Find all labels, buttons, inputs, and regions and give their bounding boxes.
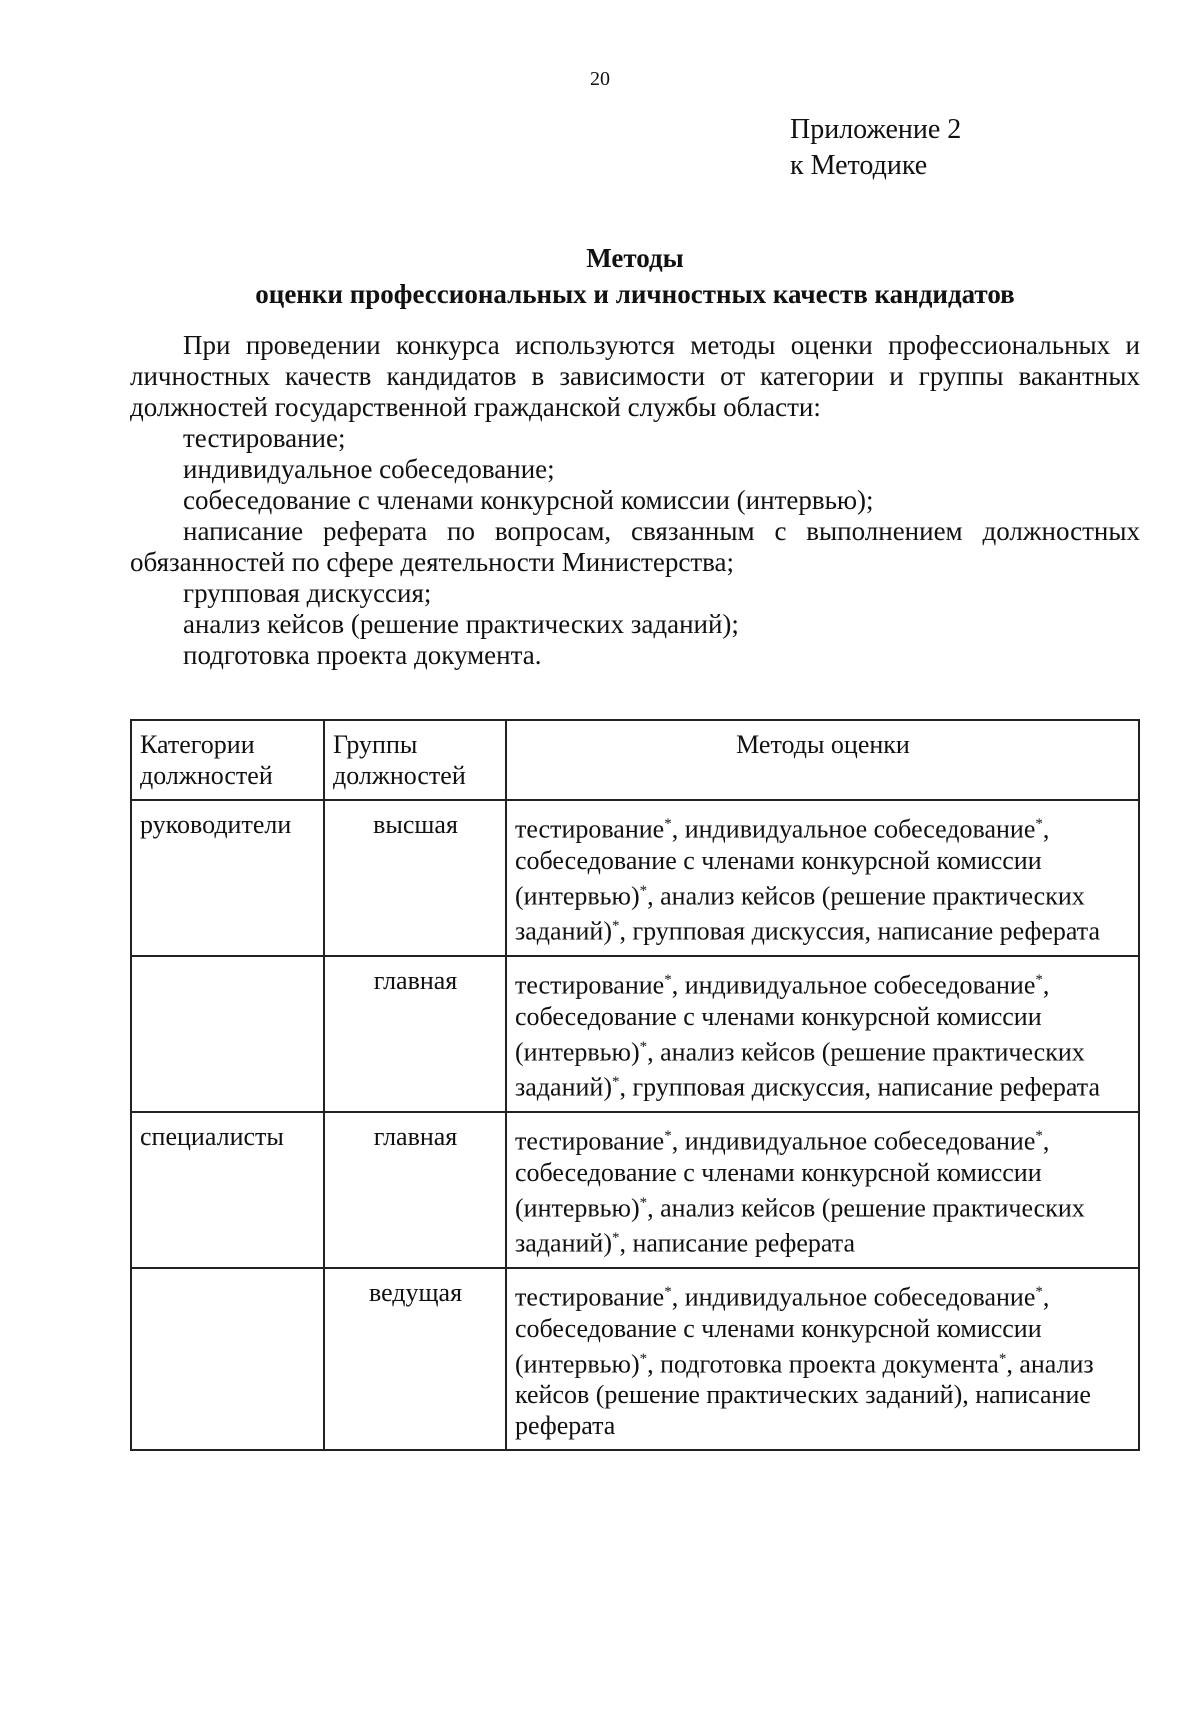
- appendix-reference: [790, 112, 961, 184]
- method-item: групповая дискуссия;: [183, 578, 432, 608]
- category-cell: [131, 1268, 324, 1450]
- method-item: написание реферата по вопросам, связанным с выполнением должностных обязанностей по сфере деятельности Министерства;: [130, 516, 1140, 577]
- method-item: собеседование с членами конкурсной комиссии (интервью);: [183, 485, 874, 515]
- group-cell: ведущая: [324, 1268, 506, 1450]
- group-cell: главная: [324, 1112, 506, 1268]
- group-cell: главная: [324, 956, 506, 1112]
- methods-cell: тестирование*, индивидуальное собеседование*, собеседование с членами конкурсной комиссии (интервью)*, анализ кейсов (решение практических заданий)*, написание реферата: [506, 1112, 1139, 1268]
- title-line-1: Методы: [586, 243, 684, 273]
- methods-table: [130, 719, 1140, 1451]
- appendix-line-2: к Методике: [790, 150, 928, 181]
- document-title: [130, 240, 1140, 312]
- table-row: [131, 1112, 1139, 1268]
- page-number: 20: [590, 68, 610, 90]
- appendix-line-1: Приложение 2: [790, 114, 962, 145]
- table-row: [131, 956, 1139, 1112]
- table-row: [131, 1268, 1139, 1450]
- methods-cell: тестирование*, индивидуальное собеседование*, собеседование с членами конкурсной комиссии (интервью)*, подготовка проекта документа*, анализ кейсов (решение практических заданий), написание реферата: [506, 1268, 1139, 1450]
- title-line-2: оценки профессиональных и личностных качеств кандидатов: [255, 279, 1015, 309]
- table-header-row: [131, 720, 1139, 800]
- body-text: [130, 330, 1140, 671]
- header-groups: Группы должностей: [324, 720, 506, 800]
- method-item: индивидуальное собеседование;: [183, 454, 555, 484]
- table-row: [131, 800, 1139, 956]
- category-cell: специалисты: [131, 1112, 324, 1268]
- intro-paragraph: При проведении конкурса используются методы оценки профессиональных и личностных качеств кандидатов в зависимости от категории и группы вакантных должностей государственной гражданской службы области:: [130, 330, 1140, 422]
- group-cell: высшая: [324, 800, 506, 956]
- methods-cell: тестирование*, индивидуальное собеседование*, собеседование с членами конкурсной комиссии (интервью)*, анализ кейсов (решение практических заданий)*, групповая дискуссия, написание реферата: [506, 800, 1139, 956]
- header-methods: Методы оценки: [506, 720, 1139, 800]
- method-item: тестирование;: [183, 423, 346, 453]
- header-categories: Категории должностей: [131, 720, 324, 800]
- category-cell: руководители: [131, 800, 324, 956]
- methods-cell: тестирование*, индивидуальное собеседование*, собеседование с членами конкурсной комиссии (интервью)*, анализ кейсов (решение практических заданий)*, групповая дискуссия, написание реферата: [506, 956, 1139, 1112]
- method-item: подготовка проекта документа.: [183, 640, 542, 670]
- method-item: анализ кейсов (решение практических заданий);: [183, 609, 739, 639]
- category-cell: [131, 956, 324, 1112]
